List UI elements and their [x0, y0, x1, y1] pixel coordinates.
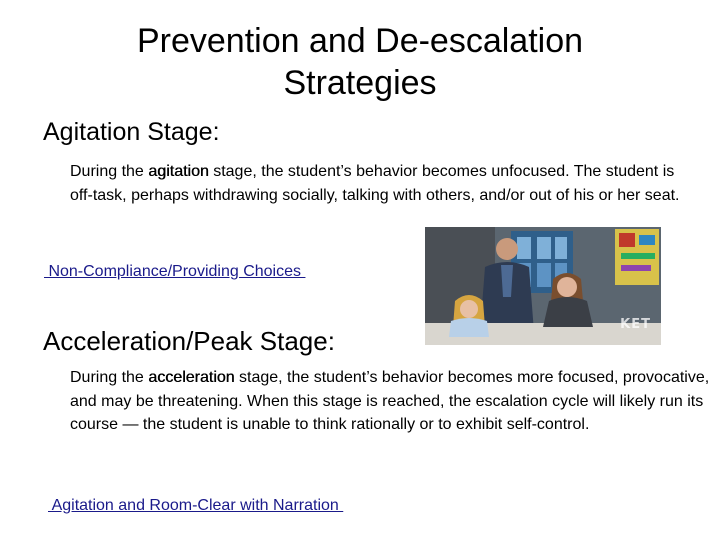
agitation-text-before: During the — [70, 163, 149, 180]
agitation-keyword: agitation — [148, 163, 209, 180]
title-line-1: Prevention and De-escalation — [136, 22, 584, 60]
acceleration-description — [70, 366, 710, 437]
ket-watermark: KET — [620, 317, 651, 332]
agitation-text-after: stage, the student’s behavior becomes unfocused. The student is off-task, perhaps withdrawing socially, talking with others, and/or out of his or her seat. — [70, 163, 680, 204]
acceleration-text-after: stage, the student’s behavior becomes more focused, provocative, and may be threatening. When this stage is reached, the escalation cycle will likely run its course — the student is unable to think rationally or to exhibit self-control. — [70, 369, 710, 433]
agitation-heading: Agitation Stage: — [43, 118, 220, 146]
acceleration-heading: Acceleration/Peak Stage: — [43, 326, 335, 356]
room-clear-video-link[interactable]: Agitation and Room-Clear with Narration — [48, 497, 344, 514]
acceleration-keyword: acceleration — [148, 369, 235, 386]
acceleration-text-before: During the — [70, 369, 149, 386]
agitation-description — [70, 160, 700, 207]
non-compliance-video-link[interactable]: Non-Compliance/Providing Choices — [44, 263, 306, 280]
slide-title — [60, 20, 660, 104]
title-line-2: Strategies — [283, 64, 437, 102]
classroom-video-thumbnail[interactable] — [425, 227, 661, 345]
